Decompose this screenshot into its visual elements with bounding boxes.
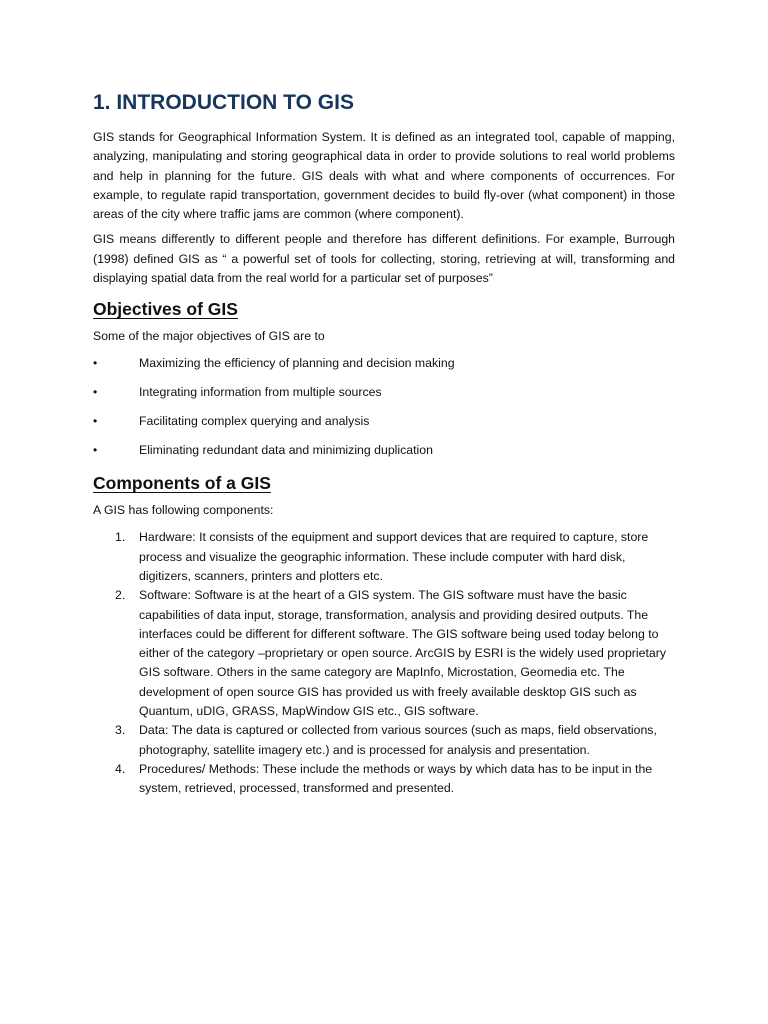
list-item <box>93 441 675 460</box>
list-item-text: Maximizing the efficiency of planning and decision making <box>139 356 455 371</box>
list-item-text: Facilitating complex querying and analysis <box>139 414 370 429</box>
list-number: 3. <box>115 723 126 738</box>
intro-paragraph-2: GIS means differently to different people and therefore has different definitions. For example, Burrough (1998) defined GIS as “ a powerful set of tools for collecting, storing, retrieving at will, transforming and displaying spatial data from the real world for a particular set of purposes” <box>93 232 675 286</box>
bullet-icon: • <box>93 414 98 429</box>
list-item <box>93 760 675 799</box>
components-heading: Components of a GIS <box>93 473 271 494</box>
list-item-text: Procedures/ Methods: These include the methods or ways by which data has to be input in the system, retrieved, processed, transformed and presented. <box>139 761 653 796</box>
bullet-icon: • <box>93 443 98 458</box>
components-lead: A GIS has following components: <box>93 503 274 518</box>
list-item <box>93 354 675 373</box>
list-item-text: Hardware: It consists of the equipment and support devices that are required to capture, store process and visualize the geographic information. These include computer with hard disk, digitizers, scanners, printers and plotters etc. <box>139 530 649 583</box>
list-item-text: Data: The data is captured or collected from various sources (such as maps, field observations, photography, satellite imagery etc.) and is processed for analysis and presentation. <box>139 723 657 757</box>
bullet-icon: • <box>93 356 98 371</box>
components-list <box>93 528 675 798</box>
list-item <box>93 528 675 586</box>
list-number: 4. <box>115 761 126 776</box>
page-title: 1. INTRODUCTION TO GIS <box>93 91 354 114</box>
objectives-heading: Objectives of GIS <box>93 299 238 320</box>
objectives-lead: Some of the major objectives of GIS are to <box>93 329 325 344</box>
list-number: 2. <box>115 588 126 603</box>
list-item-text: Integrating information from multiple sources <box>139 385 382 400</box>
bullet-icon: • <box>93 385 98 400</box>
list-item-text: Software: Software is at the heart of a GIS system. The GIS software must have the basic capabilities of data input, storage, transformation, analysis and providing desired outputs. The interfaces could be different for different software. The GIS software being used today belong to either of the category –proprietary or open source. ArcGIS by ESRI is the widely used proprietary GIS software. Others in the same category are MapInfo, Microstation, Geomedia etc. The development of open source GIS has provided us with freely available desktop GIS such as Quantum, uDIG, GRASS, MapWindow GIS etc., GIS software. <box>139 588 666 719</box>
list-item-text: Eliminating redundant data and minimizing duplication <box>139 443 433 458</box>
objectives-list <box>93 354 675 460</box>
list-item <box>93 412 675 431</box>
list-item <box>93 586 675 721</box>
list-item <box>93 721 675 760</box>
list-number: 1. <box>115 530 126 545</box>
intro-paragraph-1: GIS stands for Geographical Information System. It is defined as an integrated tool, capable of mapping, analyzing, manipulating and storing geographical data in order to provide solutions to real world problems and help in planning for the future. GIS deals with what and where components of occurrences. For example, to regulate rapid transportation, government decides to build fly-over (what component) in those areas of the city where traffic jams are common (where component). <box>93 130 675 222</box>
list-item <box>93 383 675 402</box>
